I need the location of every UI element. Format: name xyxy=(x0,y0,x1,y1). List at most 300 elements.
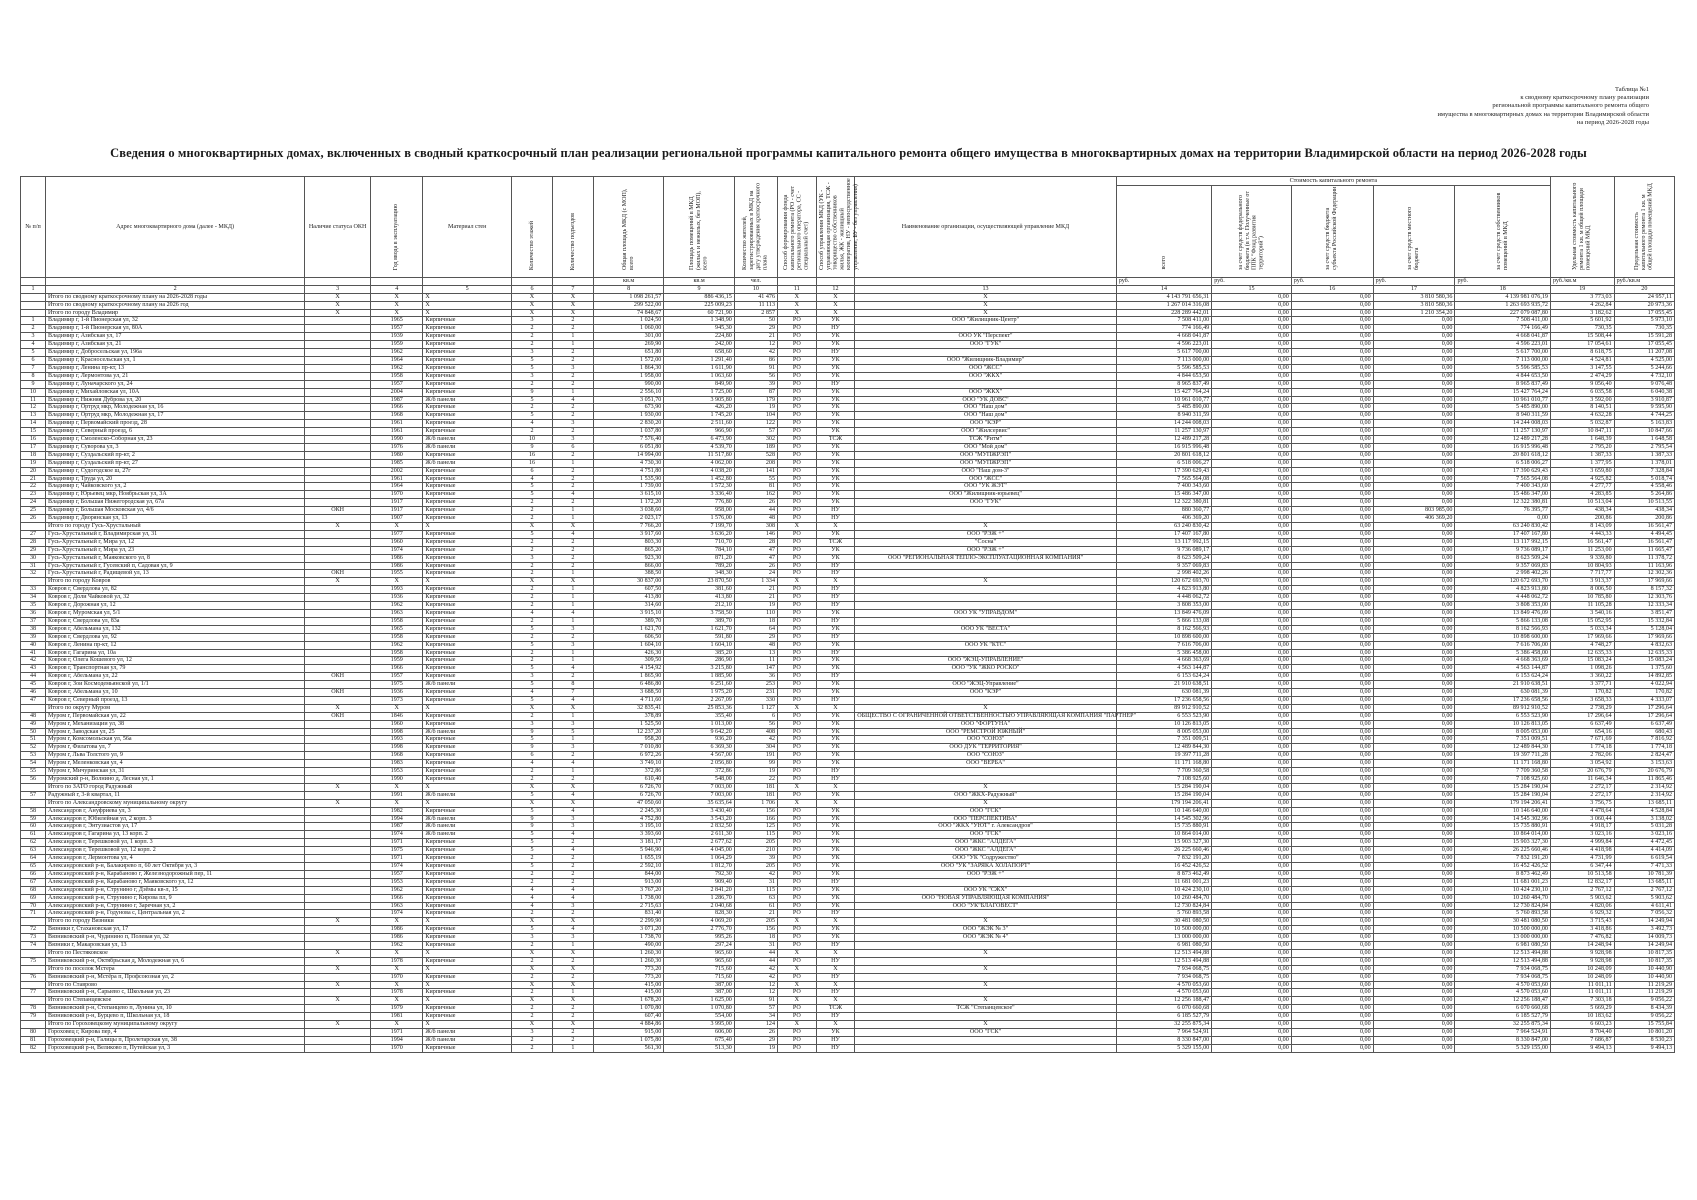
table-cell: 0,00 xyxy=(1291,1005,1373,1013)
table-cell: 12 635,33 xyxy=(1614,649,1674,657)
table-cell: 11 253,00 xyxy=(1550,546,1614,554)
table-cell: Кирпичные xyxy=(423,554,512,562)
table-cell: 3 xyxy=(552,902,593,910)
table-cell: НУ xyxy=(816,562,855,570)
table-cell: Кирпичные xyxy=(423,886,512,894)
table-cell: 4 570 053,60 xyxy=(1455,981,1551,989)
table-cell: 1 286,70 xyxy=(664,894,734,902)
table-row xyxy=(21,831,1675,839)
table-cell: 1 739,00 xyxy=(593,483,663,491)
table-cell: 0,00 xyxy=(1212,1044,1292,1052)
table-cell: 1917 xyxy=(371,499,423,507)
table-cell: 2 830,20 xyxy=(593,420,663,428)
table-cell: 2 998 402,26 xyxy=(1455,570,1551,578)
table-row xyxy=(21,910,1675,918)
table-cell: 12 489 844,30 xyxy=(1455,744,1551,752)
table-cell: 0,00 xyxy=(1291,855,1373,863)
table-cell: РО xyxy=(778,831,817,839)
table-cell: 8 623 509,24 xyxy=(1116,554,1211,562)
table-cell: 0,00 xyxy=(1212,538,1292,546)
table-cell: 3 808 353,00 xyxy=(1455,602,1551,610)
table-cell: 0,00 xyxy=(1212,752,1292,760)
table-cell xyxy=(305,957,371,965)
table-cell xyxy=(305,942,371,950)
table-cell: 1960 xyxy=(371,538,423,546)
header-cost-group: Стоимость капитального ремонта xyxy=(1116,177,1550,186)
table-row xyxy=(21,554,1675,562)
table-cell: 29 xyxy=(734,1036,777,1044)
table-cell: 4 744,25 xyxy=(1614,412,1674,420)
table-cell: 34 xyxy=(21,594,46,602)
table-cell: X xyxy=(423,799,512,807)
table-cell: X xyxy=(855,1021,1116,1029)
table-cell: 17 296,64 xyxy=(1614,704,1674,712)
table-cell: 12 xyxy=(734,341,777,349)
table-cell: 10 xyxy=(21,388,46,396)
table-cell: Кирпичные xyxy=(423,641,512,649)
table-cell: 4 711,60 xyxy=(593,696,663,704)
table-cell: 1990 xyxy=(371,436,423,444)
table-cell: 4 567,00 xyxy=(664,752,734,760)
table-cell: 0,00 xyxy=(1212,586,1292,594)
column-number: 5 xyxy=(423,285,512,293)
column-number: 4 xyxy=(371,285,423,293)
table-cell: 0,00 xyxy=(1373,760,1455,768)
table-cell: 0,00 xyxy=(1373,910,1455,918)
table-cell: 1986 xyxy=(371,554,423,562)
table-cell: 45 xyxy=(21,681,46,689)
table-cell: 651,80 xyxy=(593,349,663,357)
table-cell: 17 296,64 xyxy=(1550,712,1614,720)
table-cell: ООО "НОВАЯ УПРАВЛЯЮЩАЯ КОМПАНИЯ" xyxy=(855,894,1116,902)
table-cell: ООО "ФОРТУНА" xyxy=(855,720,1116,728)
table-cell: 2 xyxy=(552,673,593,681)
table-cell: 67 xyxy=(21,878,46,886)
table-cell: 5 xyxy=(512,736,553,744)
table-cell: 5 xyxy=(512,530,553,538)
table-cell: 3 182,62 xyxy=(1550,309,1614,317)
table-cell: 1 738,00 xyxy=(593,894,663,902)
unit-cell: чел. xyxy=(734,277,777,285)
table-cell: РО xyxy=(778,870,817,878)
table-cell: Ж/б панели xyxy=(423,1036,512,1044)
table-cell xyxy=(305,744,371,752)
table-cell: 388,50 xyxy=(593,570,663,578)
table-cell: 205 xyxy=(734,918,777,926)
table-cell: X xyxy=(512,918,553,926)
table-cell: РО xyxy=(778,673,817,681)
table-cell: 3 xyxy=(512,317,553,325)
table-cell: ООО "СОЮЗ" xyxy=(855,736,1116,744)
table-cell: 1 xyxy=(552,736,593,744)
table-cell: ООО "ЖЭК № 3" xyxy=(855,926,1116,934)
table-cell xyxy=(305,657,371,665)
appendix-note-line: Таблица №1 xyxy=(1614,86,1649,93)
table-cell: РО xyxy=(778,341,817,349)
table-cell: Александровский р-н, Карабаново г, Железнодорожный пер, 11 xyxy=(46,870,305,878)
table-cell: 0,00 xyxy=(1373,372,1455,380)
table-cell: 4 823 913,80 xyxy=(1455,586,1551,594)
table-cell: 4 xyxy=(552,807,593,815)
table-cell: 0,00 xyxy=(1291,681,1373,689)
table-cell: РО xyxy=(778,862,817,870)
table-cell: 2 xyxy=(552,538,593,546)
table-cell xyxy=(305,926,371,934)
table-cell: X xyxy=(512,523,553,531)
table-cell: НУ xyxy=(816,989,855,997)
table-cell: X xyxy=(816,997,855,1005)
table-row xyxy=(21,973,1675,981)
table-cell: 2 xyxy=(512,878,553,886)
table-row xyxy=(21,823,1675,831)
table-cell: 673,90 xyxy=(593,404,663,412)
table-cell: X xyxy=(778,301,817,309)
table-cell: X xyxy=(423,949,512,957)
table-cell: 0,00 xyxy=(1291,602,1373,610)
table-cell: ООО "СОЮЗ" xyxy=(855,752,1116,760)
table-cell: 0,00 xyxy=(1373,617,1455,625)
table-cell xyxy=(855,325,1116,333)
table-cell: УК xyxy=(816,428,855,436)
table-cell xyxy=(305,499,371,507)
table-cell xyxy=(21,704,46,712)
table-cell: 381,60 xyxy=(664,586,734,594)
table-cell: X xyxy=(816,799,855,807)
table-cell: 5 128,04 xyxy=(1614,625,1674,633)
table-cell: 0,00 xyxy=(1291,1036,1373,1044)
table-cell: 0,00 xyxy=(1212,870,1292,878)
table-cell: 0,00 xyxy=(1212,1021,1292,1029)
table-cell: 773,20 xyxy=(593,973,663,981)
table-cell: 4 539,70 xyxy=(664,443,734,451)
table-cell: 4 xyxy=(512,902,553,910)
table-cell: 1966 xyxy=(371,665,423,673)
table-cell: Владимир г, 1-й Пионерская ул, 32 xyxy=(46,317,305,325)
table-cell: ОКН xyxy=(305,570,371,578)
table-cell: 28 xyxy=(734,538,777,546)
table-cell: РО xyxy=(778,491,817,499)
table-cell: УК xyxy=(816,420,855,428)
table-cell: X xyxy=(552,949,593,957)
table-cell: 2 xyxy=(552,839,593,847)
table-cell: 19 xyxy=(734,602,777,610)
table-cell: 1 260,30 xyxy=(593,957,663,965)
table-cell: X xyxy=(371,918,423,926)
table-cell: 4 022,94 xyxy=(1614,681,1674,689)
table-cell: 0,00 xyxy=(1212,349,1292,357)
table-cell: 1991 xyxy=(371,791,423,799)
table-cell: X xyxy=(552,1021,593,1029)
table-cell: 5 329 155,00 xyxy=(1455,1044,1551,1052)
table-cell: 0,00 xyxy=(1373,333,1455,341)
table-cell: 0,00 xyxy=(1373,562,1455,570)
table-cell: 0,00 xyxy=(1373,523,1455,531)
table-cell: Кирпичные xyxy=(423,602,512,610)
table-cell: ООО "РЕГИОНАЛЬНАЯ ТЕПЛО-ЭКСПЛУАТАЦИОННАЯ КОМПАНИЯ" xyxy=(855,554,1116,562)
subtotal-row xyxy=(21,1021,1675,1029)
table-cell: 12 xyxy=(734,981,777,989)
table-cell: 774 166,49 xyxy=(1455,325,1551,333)
table-cell: 387,00 xyxy=(664,981,734,989)
table-cell: НУ xyxy=(816,973,855,981)
table-cell: 5 485 890,00 xyxy=(1116,404,1211,412)
table-cell: 8 704,40 xyxy=(1550,1029,1614,1037)
table-cell: 11 257 130,97 xyxy=(1116,428,1211,436)
table-cell: 2 272,17 xyxy=(1550,791,1614,799)
table-cell: 4 xyxy=(552,530,593,538)
table-cell: ТСЖ xyxy=(816,436,855,444)
appendix-note-line: на период 2026-2028 годы xyxy=(1576,118,1649,126)
table-cell: 1985 xyxy=(371,459,423,467)
table-cell: 2 xyxy=(512,657,553,665)
table-cell: 0,00 xyxy=(1212,617,1292,625)
table-cell: Кирпичные xyxy=(423,973,512,981)
table-cell: Кирпичные xyxy=(423,475,512,483)
table-cell: 2 267,09 xyxy=(664,696,734,704)
table-cell: 2 xyxy=(512,1036,553,1044)
table-cell: 2 795,54 xyxy=(1614,443,1674,451)
table-cell: 115 xyxy=(734,886,777,894)
table-cell: 5 617 700,00 xyxy=(1116,349,1211,357)
table-cell: 170,82 xyxy=(1614,689,1674,697)
table-cell: 0,00 xyxy=(1212,720,1292,728)
table-cell: 42 xyxy=(734,973,777,981)
table-cell: 0,00 xyxy=(1373,443,1455,451)
table-cell: Ковров г, Транспортная ул, 79 xyxy=(46,665,305,673)
table-cell: 0,00 xyxy=(1291,507,1373,515)
table-cell: ООО "РЭЖ +" xyxy=(855,530,1116,538)
table-row xyxy=(21,1013,1675,1021)
table-cell: Кирпичные xyxy=(423,341,512,349)
table-cell: 6 369,30 xyxy=(664,744,734,752)
table-cell: X xyxy=(423,1021,512,1029)
table-cell xyxy=(305,649,371,657)
table-cell xyxy=(305,768,371,776)
table-cell: 1960 xyxy=(371,720,423,728)
table-cell: 0,00 xyxy=(1373,839,1455,847)
table-cell xyxy=(305,586,371,594)
table-cell: 4 xyxy=(552,665,593,673)
table-cell: 6 981 080,50 xyxy=(1116,942,1211,950)
table-cell: 0,00 xyxy=(1212,886,1292,894)
table-cell: Кирпичные xyxy=(423,1013,512,1021)
table-cell: X xyxy=(778,704,817,712)
table-cell: 2 xyxy=(552,870,593,878)
table-cell: 0,00 xyxy=(1373,902,1455,910)
table-row xyxy=(21,349,1675,357)
header-floors: Количество этажей xyxy=(512,177,553,278)
table-cell: РО xyxy=(778,689,817,697)
column-number: 3 xyxy=(305,285,371,293)
table-cell: 11 865,46 xyxy=(1614,776,1674,784)
table-cell: 1936 xyxy=(371,594,423,602)
table-cell: Кирпичные xyxy=(423,910,512,918)
table-cell: X xyxy=(305,799,371,807)
table-cell: 7 108 925,60 xyxy=(1116,776,1211,784)
table-cell: Кирпичные xyxy=(423,1005,512,1013)
table-cell: 17 xyxy=(21,443,46,451)
table-cell: 1 xyxy=(552,989,593,997)
table-cell: РО xyxy=(778,910,817,918)
table-cell: 42 xyxy=(734,870,777,878)
table-cell: X xyxy=(778,799,817,807)
table-cell: 2 xyxy=(21,325,46,333)
table-cell: 5 946,90 xyxy=(593,847,663,855)
table-cell: 0,00 xyxy=(1291,412,1373,420)
table-cell: 4 668 041,87 xyxy=(1455,333,1551,341)
table-cell: 0,00 xyxy=(1291,1044,1373,1052)
table-cell: 57 xyxy=(734,1005,777,1013)
table-cell: 104 xyxy=(734,412,777,420)
table-cell: 0,00 xyxy=(1373,325,1455,333)
table-cell: 1 655,19 xyxy=(593,855,663,863)
table-cell: 3 360,22 xyxy=(1550,673,1614,681)
column-number: 13 xyxy=(855,285,1116,293)
table-cell: 15 052,95 xyxy=(1550,617,1614,625)
table-cell: 4 632,28 xyxy=(1550,412,1614,420)
table-cell: РО xyxy=(778,364,817,372)
table-cell: 4 668 363,69 xyxy=(1116,657,1211,665)
table-cell xyxy=(855,673,1116,681)
table-row xyxy=(21,1036,1675,1044)
table-cell: 57 xyxy=(21,791,46,799)
column-number: 19 xyxy=(1550,285,1614,293)
table-cell: 18 xyxy=(734,934,777,942)
table-cell: 0,00 xyxy=(1373,412,1455,420)
table-cell: 44 xyxy=(734,507,777,515)
table-cell: X xyxy=(816,301,855,309)
table-cell: 11 219,29 xyxy=(1614,981,1674,989)
table-cell: 3 773,03 xyxy=(1550,293,1614,301)
table-cell: 297,24 xyxy=(664,942,734,950)
table-cell: X xyxy=(305,309,371,317)
table-cell: Итого по ЗАТО город Радужный xyxy=(46,783,305,791)
table-cell: ООО "ПЕРСПЕКТИВА" xyxy=(855,815,1116,823)
table-row xyxy=(21,712,1675,720)
table-cell: X xyxy=(371,783,423,791)
table-cell: ОКН xyxy=(305,673,371,681)
table-cell: 3 658,33 xyxy=(1550,696,1614,704)
table-row xyxy=(21,934,1675,942)
table-cell: 413,80 xyxy=(593,594,663,602)
table-cell: 4 448 062,72 xyxy=(1455,594,1551,602)
table-cell: 1963 xyxy=(371,902,423,910)
table-cell: 0,00 xyxy=(1291,570,1373,578)
table-cell: 3 749,10 xyxy=(593,760,663,768)
table-cell: 3 917,60 xyxy=(593,530,663,538)
table-cell: Гусь-Хрустальный г, Мира ул, 12 xyxy=(46,538,305,546)
table-row xyxy=(21,459,1675,467)
table-cell: 162 xyxy=(734,491,777,499)
table-cell: 0,00 xyxy=(1373,594,1455,602)
table-cell: 9 494,13 xyxy=(1614,1044,1674,1052)
table-cell: 81 xyxy=(734,483,777,491)
table-cell: 0,00 xyxy=(1373,934,1455,942)
table-cell xyxy=(305,894,371,902)
table-cell: 4 xyxy=(552,894,593,902)
table-cell: 4 333,07 xyxy=(1614,696,1674,704)
table-cell: ООО "ГУК" xyxy=(855,341,1116,349)
table-cell: Итого по поселок Мстера xyxy=(46,965,305,973)
table-cell: 2 xyxy=(552,776,593,784)
table-cell: 0,00 xyxy=(1212,554,1292,562)
table-cell: 1 621,70 xyxy=(664,625,734,633)
table-cell: 4 668 041,87 xyxy=(1116,333,1211,341)
table-cell: 0,00 xyxy=(1291,420,1373,428)
table-cell: 12 256 188,47 xyxy=(1116,997,1211,1005)
table-cell: 1961 xyxy=(371,475,423,483)
table-cell: 1 xyxy=(552,768,593,776)
table-cell: 4 570 053,60 xyxy=(1116,989,1211,997)
table-cell: 0,00 xyxy=(1291,483,1373,491)
unit-cell: руб. xyxy=(1455,277,1551,285)
table-cell: РО xyxy=(778,1044,817,1052)
table-cell: РО xyxy=(778,728,817,736)
table-cell: 6 153 624,24 xyxy=(1455,673,1551,681)
table-cell: 1966 xyxy=(371,894,423,902)
table-cell: 10 146 640,00 xyxy=(1116,807,1211,815)
table-cell: 0,00 xyxy=(1373,578,1455,586)
table-cell: 0,00 xyxy=(1212,388,1292,396)
table-row xyxy=(21,736,1675,744)
table-cell: 1 706 xyxy=(734,799,777,807)
table-cell: 0,00 xyxy=(1212,815,1292,823)
table-cell: 166 xyxy=(734,815,777,823)
table-cell: 5 669,29 xyxy=(1550,1005,1614,1013)
table-cell: 554,00 xyxy=(664,1013,734,1021)
table-cell: 7 934 068,75 xyxy=(1116,973,1211,981)
table-cell: 0,00 xyxy=(1373,696,1455,704)
table-cell: ТСЖ xyxy=(816,1005,855,1013)
table-cell: 1986 xyxy=(371,934,423,942)
table-cell: НУ xyxy=(816,594,855,602)
table-cell: 0,00 xyxy=(1291,1029,1373,1037)
table-cell: 1917 xyxy=(371,507,423,515)
table-cell: 181 xyxy=(734,791,777,799)
table-cell: 0,00 xyxy=(1373,420,1455,428)
table-row xyxy=(21,681,1675,689)
table-cell: 1976 xyxy=(371,443,423,451)
table-cell: 7 xyxy=(21,364,46,372)
table-cell: 10 424 230,10 xyxy=(1455,886,1551,894)
table-cell: 0,00 xyxy=(1212,965,1292,973)
table-cell: 2 xyxy=(512,1013,553,1021)
table-cell: Вязниковский р-н, Мстёра п, Профсоюзная ул, 2 xyxy=(46,973,305,981)
table-cell xyxy=(305,910,371,918)
table-cell: УК xyxy=(816,855,855,863)
table-cell: 803,30 xyxy=(593,538,663,546)
table-cell: 21 xyxy=(734,333,777,341)
table-cell: РО xyxy=(778,776,817,784)
table-cell: 1 xyxy=(552,507,593,515)
table-cell: РО xyxy=(778,894,817,902)
table-cell: 9 xyxy=(512,388,553,396)
table-cell: 607,40 xyxy=(593,1013,663,1021)
table-cell: 1 864,30 xyxy=(593,364,663,372)
table-cell: Итого по Степанцевское xyxy=(46,997,305,1005)
table-cell: 7 964 524,91 xyxy=(1116,1029,1211,1037)
table-cell: 0,00 xyxy=(1291,641,1373,649)
table-cell xyxy=(855,586,1116,594)
table-cell: 4 472,45 xyxy=(1614,839,1674,847)
table-cell: ООО "ЖКС "АЛДЕГА" xyxy=(855,839,1116,847)
table-cell: 14 249,94 xyxy=(1614,942,1674,950)
table-cell: РО xyxy=(778,554,817,562)
table-cell: 3 xyxy=(512,554,553,562)
table-cell: Александровский р-н, Струнино г, Дзёмы кв-л, 15 xyxy=(46,886,305,894)
table-cell: 7 471,33 xyxy=(1614,862,1674,870)
table-cell: 7 003,00 xyxy=(664,791,734,799)
